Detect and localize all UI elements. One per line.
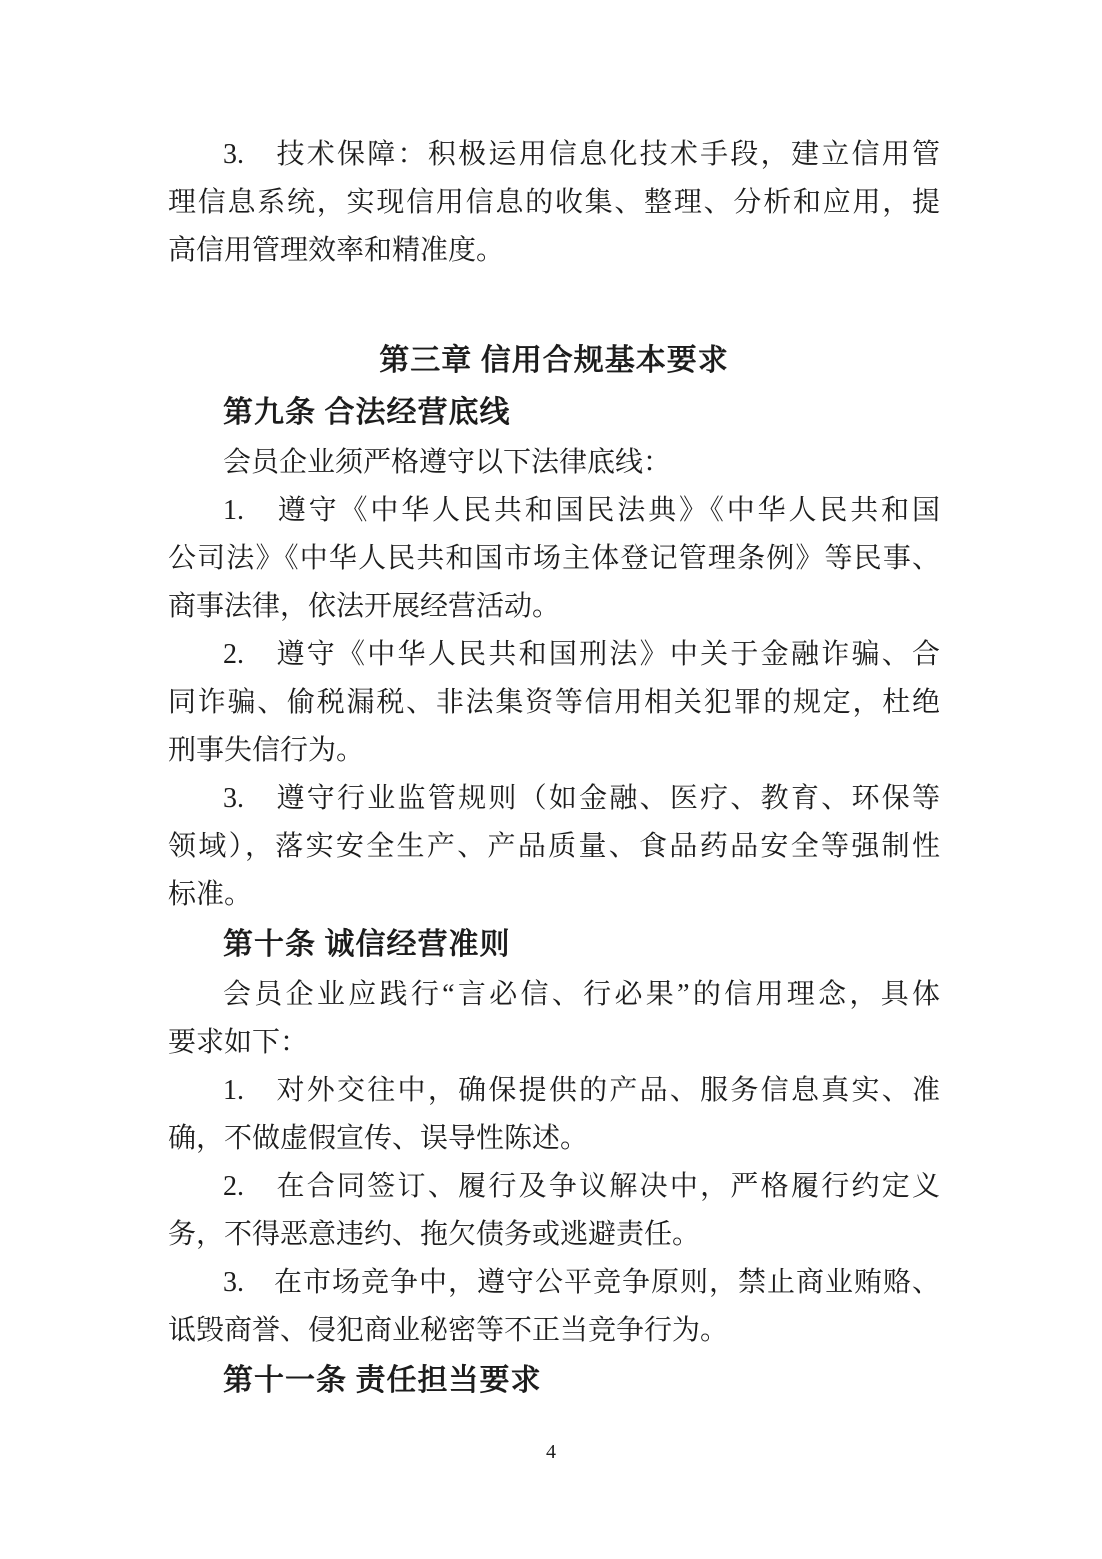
paragraph-line: 理信息系统，实现信用信息的收集、整理、分析和应用，提: [168, 187, 940, 218]
paragraph-line: 刑事失信行为。: [168, 735, 365, 766]
paragraph-line: 2. 在合同签订、履行及争议解决中，严格履行约定义: [223, 1171, 940, 1202]
paragraph-line: 商事法律，依法开展经营活动。: [168, 591, 561, 622]
paragraph-line: 3. 技术保障：积极运用信息化技术手段，建立信用管: [223, 139, 940, 170]
paragraph: [168, 131, 940, 275]
paragraph-line: 确，不做虚假宣传、误导性陈述。: [168, 1123, 589, 1154]
paragraph-line: 领域），落实安全生产、产品质量、食品药品安全等强制性: [168, 831, 940, 862]
paragraph: [168, 1163, 940, 1259]
paragraph-line: 会员企业须严格遵守以下法律底线：: [223, 447, 672, 478]
document-body: [168, 131, 940, 1407]
chapter-heading: 第三章 信用合规基本要求: [379, 344, 729, 377]
page-number: 4: [546, 1441, 556, 1463]
blank-line: [168, 275, 940, 335]
article-heading: 第十一条 责任担当要求: [223, 1364, 542, 1397]
article-heading: 第十条 诚信经营准则: [223, 928, 511, 961]
paragraph: [168, 439, 940, 487]
paragraph: [168, 971, 940, 1067]
paragraph-line: 3. 在市场竞争中，遵守公平竞争原则，禁止商业贿赂、: [223, 1267, 940, 1298]
paragraph-line: 务，不得恶意违约、拖欠债务或逃避责任。: [168, 1219, 701, 1250]
paragraph-line: 公司法》《中华人民共和国市场主体登记管理条例》等民事、: [168, 543, 940, 574]
paragraph-line: 诋毁商誉、侵犯商业秘密等不正当竞争行为。: [168, 1315, 729, 1346]
paragraph-line: 1. 对外交往中，确保提供的产品、服务信息真实、准: [223, 1075, 940, 1106]
paragraph: [168, 1259, 940, 1355]
paragraph-line: 高信用管理效率和精准度。: [168, 235, 505, 266]
paragraph: [168, 487, 940, 631]
paragraph-line: 1. 遵守《中华人民共和国民法典》《中华人民共和国: [223, 495, 940, 526]
paragraph-line: 会员企业应践行“言必信、行必果”的信用理念，具体: [223, 979, 940, 1010]
paragraph-line: 3. 遵守行业监管规则（如金融、医疗、教育、环保等: [223, 783, 940, 814]
paragraph-line: 要求如下：: [168, 1027, 309, 1058]
paragraph-line: 同诈骗、偷税漏税、非法集资等信用相关犯罪的规定，杜绝: [168, 687, 940, 718]
paragraph: [168, 1067, 940, 1163]
page-footer: [0, 1441, 1102, 1464]
paragraph-line: 2. 遵守《中华人民共和国刑法》中关于金融诈骗、合: [223, 639, 940, 670]
article-heading: 第九条 合法经营底线: [223, 396, 511, 429]
paragraph: [168, 775, 940, 919]
paragraph: [168, 631, 940, 775]
paragraph-line: 标准。: [168, 879, 253, 910]
